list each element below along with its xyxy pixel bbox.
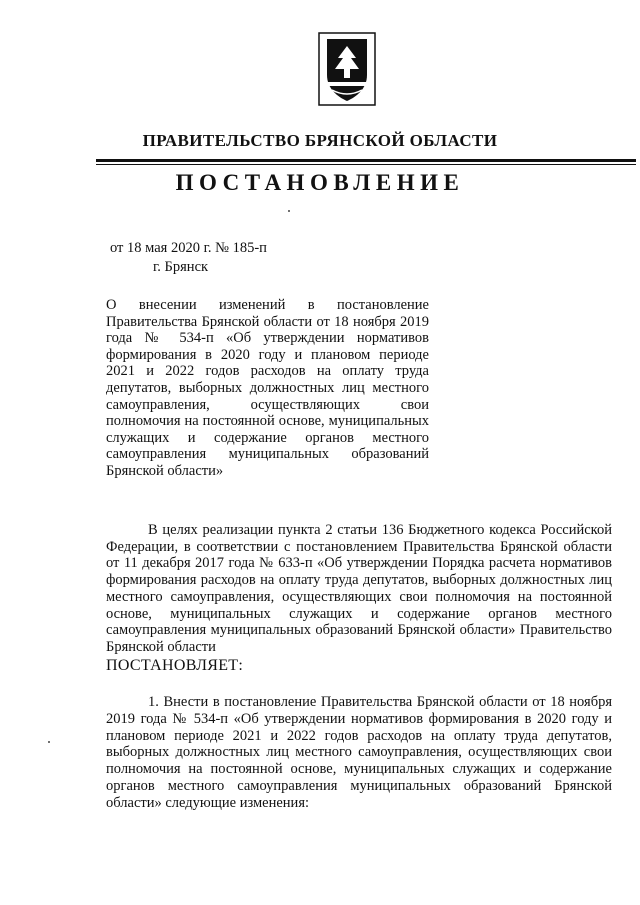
decree-word: ПОСТАНОВЛЯЕТ: (106, 657, 244, 674)
scan-speck (288, 210, 290, 212)
preamble-paragraph: В целях реализации пункта 2 статьи 136 Бюджетного кодекса Российской Федерации, в соответствии с постановлением Правительства Брянской области от 11 декабря 2017 года № 633-п «Об утверждении Порядка расчета нормативов формирования расходов на оплату труда депутатов, выборных должностных лиц местного самоуправления, осуществляющих свои полномочия на постоянной основе, муниципальных служащих и содержание органов местного самоуправления муниципальных образований Брянской области» Правительство Брянской области (106, 522, 612, 655)
bryansk-coat-of-arms-icon (318, 32, 376, 106)
date-and-number: от 18 мая 2020 г. № 185-п (110, 240, 267, 256)
document-subject: О внесении изменений в постановление Правительства Брянской области от 18 ноября 2019 года № 534-п «Об утверждении нормативов формирования в 2020 году и плановом периоде 2021 и 2022 годов расходов на оплату труда депутатов, выборных должностных лиц местного самоуправления, осуществляющих свои полномочия на постоянной основе, муниципальных служащих и содержание органов местного самоуправления муниципальных образований Брянской области» (106, 297, 429, 479)
city: г. Брянск (153, 259, 209, 275)
header-rule-thin (96, 164, 636, 165)
document-type: ПОСТАНОВЛЕНИЕ (175, 170, 465, 195)
scan-speck (48, 741, 50, 743)
government-name: ПРАВИТЕЛЬСТВО БРЯНСКОЙ ОБЛАСТИ (142, 131, 498, 150)
item-1-paragraph: 1. Внести в постановление Правительства Брянской области от 18 ноября 2019 года № 534-п «Об утверждении нормативов формирования в 2020 году и плановом периоде 2021 и 2022 годов расходов на оплату труда депутатов, выборных должностных лиц местного самоуправления, осуществляющих свои полномочия на постоянной основе, муниципальных служащих и содержание органов местного самоуправления муниципальных образований Брянской области» следующие изменения: (106, 694, 612, 811)
header-rule-thick (96, 159, 636, 162)
